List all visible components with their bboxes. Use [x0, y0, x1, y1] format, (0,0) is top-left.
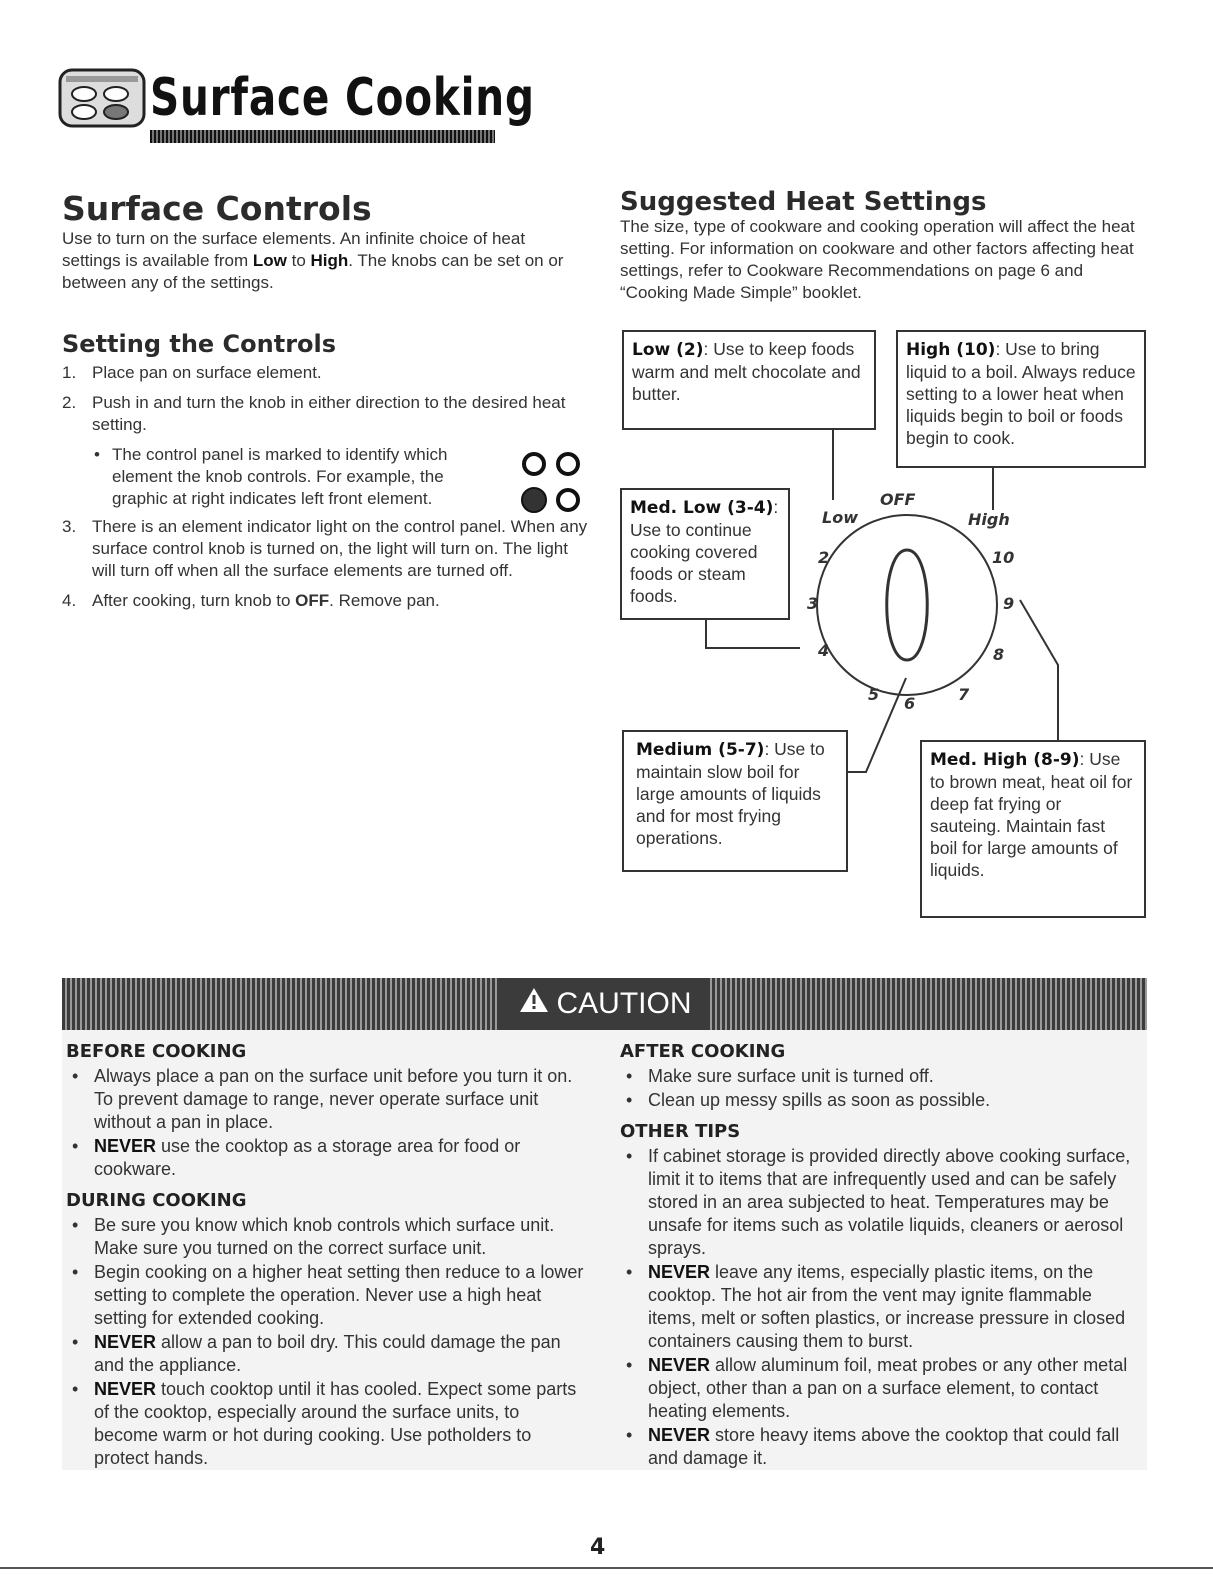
step-number: 4. [62, 591, 77, 610]
dial-number-8: 8 [993, 645, 1005, 664]
item-text: Be sure you know which knob controls which surface unit. Make sure you turned on the correct surface unit. [94, 1215, 555, 1258]
box-label: Med. Low (3-4) [630, 498, 774, 518]
page-number: 4 [590, 1535, 606, 1560]
suggested-heat-text: The size, type of cookware and cooking operation will affect the heat setting. For information on cookware and other factors affecting heat settings, refer to Cookware Recommendations on page 6 and “Cooking Made Simple” booklet. [620, 217, 1135, 302]
caution-left-column [66, 1032, 586, 1471]
header-underline [150, 130, 495, 143]
warning-icon [519, 978, 549, 1030]
item-text: touch cooktop until it has cooled. Expect some parts of the cooktop, especially around the surface units, to become warm or hot during cooking. Use potholders to protect hands. [94, 1379, 577, 1468]
after-cooking-heading: AFTER COOKING [620, 1041, 786, 1062]
caution-item [620, 1145, 1140, 1260]
caution-item [66, 1065, 586, 1134]
low-bold: Low [252, 251, 287, 270]
surface-controls-title: Surface Controls [62, 189, 372, 228]
suggested-heat-section [620, 188, 1140, 304]
dial-label-low: Low [822, 508, 858, 527]
surface-controls-text [62, 228, 582, 294]
high-bold: High [310, 251, 349, 270]
step-item [62, 362, 592, 384]
caution-item [66, 1214, 586, 1260]
medium-setting-box [622, 730, 848, 872]
dial-number-9: 9 [1003, 594, 1015, 613]
box-label: Med. High (8-9) [930, 750, 1080, 770]
setting-controls-section [62, 330, 592, 620]
caution-item [620, 1261, 1140, 1353]
during-cooking-heading: DURING COOKING [66, 1190, 247, 1211]
step-number: 3. [62, 517, 77, 536]
dial-number-6: 6 [904, 694, 916, 713]
never-bold: NEVER [648, 1425, 711, 1445]
box-text: : Use to brown meat, heat oil for deep fat frying or sauteing. Maintain fast boil for large amounts of liquids. [930, 749, 1133, 880]
sub-bullet-text: • The control panel is marked to identify which element the knob controls. For example, the graphic at right indicates left front element. [92, 444, 482, 510]
dial-number-4: 4 [818, 641, 830, 660]
caution-label [500, 978, 710, 1030]
text-span: to [286, 251, 311, 270]
dial-number-10: 10 [992, 548, 1015, 567]
step-item [62, 392, 592, 436]
med-high-setting-box [920, 740, 1146, 918]
never-bold: NEVER [94, 1332, 157, 1352]
step-number: 1. [62, 363, 77, 382]
box-label: High (10) [906, 340, 996, 360]
box-label: Medium (5-7) [636, 740, 765, 760]
off-bold: OFF [295, 591, 330, 610]
item-text: If cabinet storage is provided directly above cooking surface, limit it to items that are infrequently used and can be safely stored in an area subjected to heat. Temperatures may be unsafe for items such as volatile liquids, cleaners or aerosol sprays. [648, 1146, 1131, 1258]
med-low-setting-box [620, 488, 790, 620]
box-text: : Use to continue cooking covered foods or steam foods. [630, 497, 779, 606]
cooktop-icon [58, 68, 146, 130]
step-text: Push in and turn the knob in either direction to the desired heat setting. [92, 393, 566, 434]
page-header-title: Surface Cooking [150, 68, 535, 128]
other-tips-heading: OTHER TIPS [620, 1121, 741, 1142]
caution-item [620, 1354, 1140, 1423]
item-text: Always place a pan on the surface unit before you turn it on. To prevent damage to range, never operate surface unit without a pan in place. [94, 1066, 573, 1132]
suggested-heat-title: Suggested Heat Settings [620, 187, 987, 217]
footer-rule [0, 1567, 1213, 1569]
step-text: After cooking, turn knob to [92, 591, 296, 610]
never-bold: NEVER [648, 1262, 711, 1282]
dial-number-5: 5 [868, 685, 880, 704]
sub-bullet-item [62, 444, 592, 510]
item-text: Make sure surface unit is turned off. [648, 1066, 934, 1086]
step-item [62, 516, 592, 582]
dial-number-7: 7 [958, 685, 970, 704]
dial-number-3: 3 [807, 594, 819, 613]
caution-item [620, 1089, 1140, 1112]
caution-item [66, 1331, 586, 1377]
item-text: Clean up messy spills as soon as possible. [648, 1090, 991, 1110]
low-setting-box [622, 330, 876, 430]
box-label: Low (2) [632, 340, 704, 360]
never-bold: NEVER [94, 1136, 157, 1156]
caution-item [66, 1135, 586, 1181]
dial-number-2: 2 [818, 548, 830, 567]
surface-controls-section [62, 190, 582, 294]
caution-text: CAUTION [556, 987, 692, 1020]
before-cooking-heading: BEFORE COOKING [66, 1041, 247, 1062]
element-indicator-graphic [520, 450, 590, 525]
caution-item [620, 1065, 1140, 1088]
high-setting-box [896, 330, 1146, 468]
item-text: Begin cooking on a higher heat setting then reduce to a lower setting to complete the operation. Never use a high heat setting for extended cooking. [94, 1262, 584, 1328]
dial-label-high: High [968, 510, 1010, 529]
step-number: 2. [62, 393, 77, 412]
item-text: leave any items, especially plastic items, on the cooktop. The hot air from the vent may ignite flammable items, melt or soften plastics, or increase pressure in closed containers causing them to burst. [648, 1262, 1126, 1351]
step-item [62, 590, 592, 612]
never-bold: NEVER [94, 1379, 157, 1399]
box-text: : Use to bring liquid to a boil. Always reduce setting to a lower heat when liquids begin to boil or foods begin to cook. [906, 339, 1136, 448]
text-span: Use to turn on the surface elements. An infinite choice of heat settings is available from [62, 229, 526, 270]
caution-item [66, 1378, 586, 1470]
item-text: allow aluminum foil, meat probes or any other metal object, other than a pan on a surface element, to contact heating elements. [648, 1355, 1128, 1421]
item-text: allow a pan to boil dry. This could damage the pan and the appliance. [94, 1332, 561, 1375]
caution-right-column [620, 1032, 1140, 1471]
steps-list [62, 362, 592, 612]
box-text: : Use to maintain slow boil for large amounts of liquids and for most frying operations. [636, 739, 825, 848]
step-text: Place pan on surface element. [92, 363, 322, 382]
step-text: . Remove pan. [329, 591, 440, 610]
item-text: use the cooktop as a storage area for food or cookware. [94, 1136, 521, 1179]
caution-item [66, 1261, 586, 1330]
step-text: There is an element indicator light on the control panel. When any surface control knob is turned on, the light will turn on. The light will turn off when all the surface elements are turned off. [92, 517, 588, 580]
text-span: . The knobs can be set on or between any of the settings. [62, 251, 564, 292]
item-text: store heavy items above the cooktop that could fall and damage it. [648, 1425, 1120, 1468]
box-text: : Use to keep foods warm and melt chocolate and butter. [632, 339, 861, 404]
caution-item [620, 1424, 1140, 1470]
dial-label-off: OFF [880, 490, 916, 509]
setting-controls-title: Setting the Controls [62, 330, 337, 358]
never-bold: NEVER [648, 1355, 711, 1375]
